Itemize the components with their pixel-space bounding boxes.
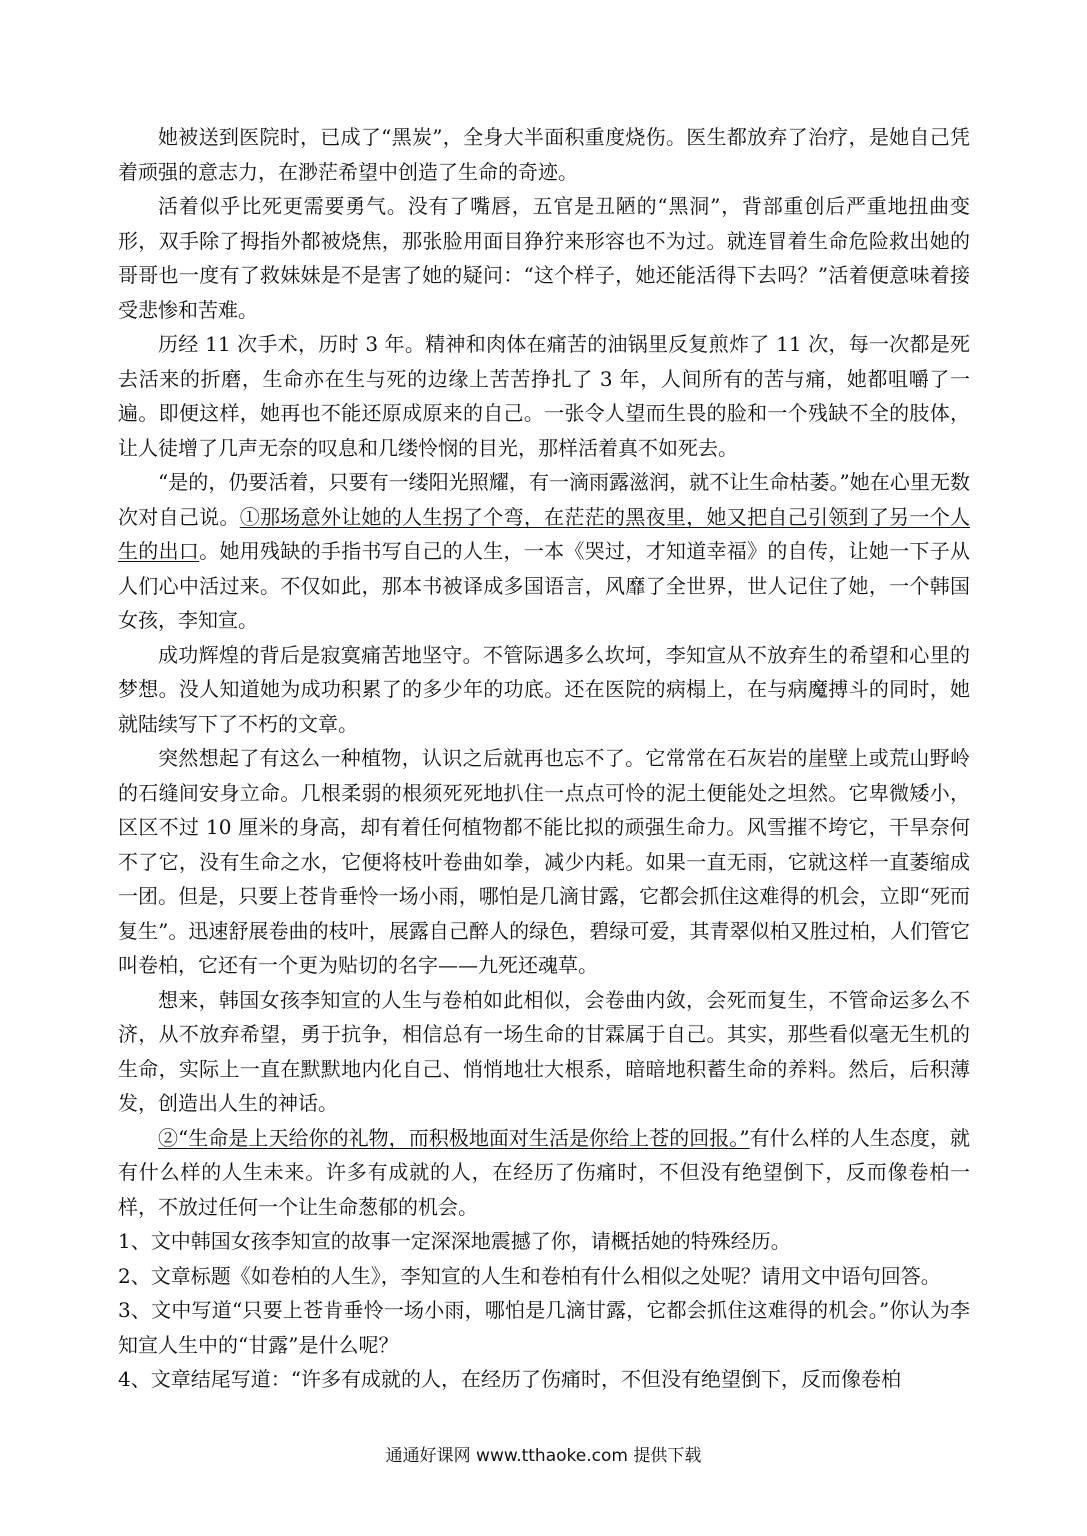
paragraph-hospital: 她被送到医院时，已成了“黑炭”，全身大半面积重度烧伤。医生都放弃了治疗，是她自己凭着顽强的意志力，在渺茫希望中创造了生命的奇迹。 <box>118 125 970 184</box>
paragraph-keep-living-after: 。她用残缺的手指书写自己的人生，一本《哭过，才知道幸福》的自传，让她一下子从人们心中活过来。不仅如此，那本书被译成多国语言，风靡了全世界，世人记住了她，一个韩国女孩，李知宣。 <box>118 539 971 632</box>
paragraph-courage: 活着似乎比死更需要勇气。没有了嘴唇，五官是丑陋的“黑洞”，背部重创后严重地扭曲变形，双手除了拇指外都被烧焦，那张脸用面目狰狞来形容也不为过。就连冒着生命危险救出她的哥哥也一度有了救妹妹是不是害了她的疑问：“这个样子，她还能活得下去吗？”活着便意味着接受悲惨和苦难。 <box>118 194 970 322</box>
article-body <box>118 120 970 1397</box>
paragraph-success: 成功辉煌的背后是寂寞痛苦地坚守。不管际遇多么坎坷，李知宣从不放弃生的希望和心里的梦想。没人知道她为成功积累了的多少年的功底。还在医院的病榻上，在与病魔搏斗的同时，她就陆续写下了不朽的文章。 <box>118 642 970 736</box>
paragraph-conclusion-after: 有什么样的人生态度，就有什么样的人生未来。许多有成就的人，在经历了伤痛时，不但没有绝望倒下，反而像卷柏一样，不放过任何一个让生命葱郁的机会。 <box>118 1125 971 1219</box>
paragraph-conclusion <box>118 1121 970 1225</box>
question-2: 2、文章标题《如卷柏的人生》，李知宣的人生和卷柏有什么相似之处呢？请用文中语句回答。 <box>118 1263 941 1288</box>
paragraph-plant: 突然想起了有这么一种植物，认识之后就再也忘不了。它常常在石灰岩的崖壁上或荒山野岭的石缝间安身立命。几根柔弱的根须死死地扒住一点点可怜的泥土便能处之坦然。它卑微矮小，区区不过 10 厘米的身高，却有着任何植物都不能比拟的顽强生命力。风雪摧不垮它，干旱奈何不了它，没有生命之水，它便将枝叶卷曲如拳，减少内耗。如果一直无雨，它就这样一直萎缩成一团。但是，只要上苍肯垂怜一场小雨，哪怕是几滴甘露，它都会抓住这难得的机会，立即“死而复生”。迅速舒展卷曲的枝叶，展露自己醉人的绿色，碧绿可爱，其青翠似柏又胜过柏，人们管它叫卷柏，它还有一个更为贴切的名字——九死还魂草。 <box>118 746 970 977</box>
paragraph-comparison: 想来，韩国女孩李知宣的人生与卷柏如此相似，会卷曲内敛，会死而复生，不管命运多么不济，从不放弃希望，勇于抗争，相信总有一场生命的甘霖属于自己。其实，那些看似毫无生机的生命，实际上一直在默默地内化自己、悄悄地壮大根系，暗暗地积蓄生命的养料。然后，后积薄发，创造出人生的神话。 <box>118 987 970 1115</box>
question-3: 3、文中写道“只要上苍肯垂怜一场小雨，哪怕是几滴甘露，它都会抓住这难得的机会。”你认为李知宣人生中的“甘露”是什么呢？ <box>118 1298 970 1357</box>
page-footer: 通通好课网 www.tthaoke.com 提供下载 <box>385 1446 702 1466</box>
paragraph-surgeries: 历经 11 次手术，历时 3 年。精神和肉体在痛苦的油锅里反复煎炸了 11 次，每一次都是死去活来的折磨，生命亦在生与死的边缘上苦苦挣扎了 3 年，人间所有的苦与痛，她都咀嚼了一遍。即便这样，她再也不能还原成原来的自己。一张令人望而生畏的脸和一个残缺不全的肢体，让人徒增了几声无奈的叹息和几缕怜悯的目光，那样活着真不如死去。 <box>118 332 970 460</box>
question-4: 4、文章结尾写道：“许多有成就的人，在经历了伤痛时，不但没有绝望倒下，反而像卷柏 <box>118 1367 901 1391</box>
paragraph-keep-living-before: “是的，仍要活着，只要有一缕阳光照耀，有一滴雨露滋润，就不让生命枯萎。”她在心里无数次对自己说。 <box>118 470 970 529</box>
paragraph-keep-living <box>118 465 970 638</box>
question-1: 1、文中韩国女孩李知宣的故事一定深深地震撼了你，请概括她的特殊经历。 <box>118 1229 791 1253</box>
underlined-sentence-2: ②“生命是上天给你的礼物，而积极地面对生活是你给上苍的回报。” <box>158 1125 750 1150</box>
underlined-sentence-1: ①那场意外让她的人生拐了个弯，在茫茫的黑夜里，她又把自己引领到了另一个人生的出口 <box>118 504 971 563</box>
